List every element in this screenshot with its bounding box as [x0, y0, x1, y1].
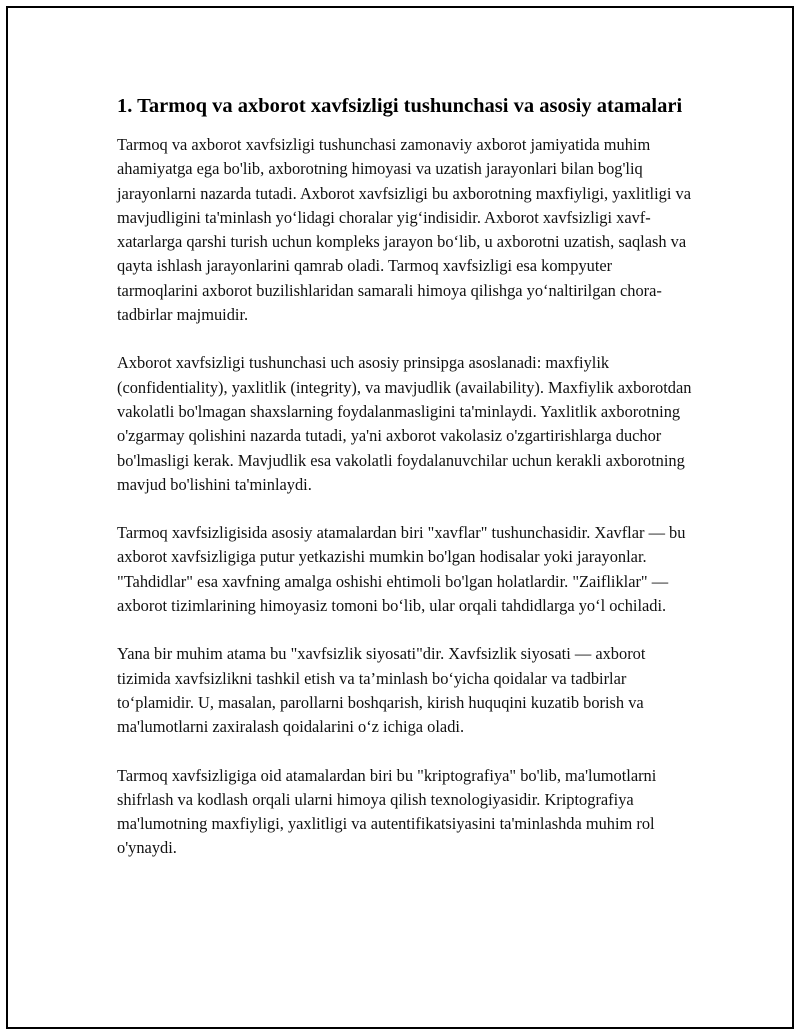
- document-body: [117, 93, 692, 885]
- paragraph-security-policy: Yana bir muhim atama bu "xavfsizlik siyosati"dir. Xavfsizlik siyosati — axborot tizimida xavfsizlikni tashkil etish va ta’minlash bo‘yicha qoidalar va tadbirlar to‘plamidir. U, masalan, parollarni boshqarish, kirish huquqini kuzatib borish va ma'lumotlarni zaxiralash qoidalarini o‘z ichiga oladi.: [117, 644, 646, 737]
- section-heading: 1. Tarmoq va axborot xavfsizligi tushunchasi va asosiy atamalari: [117, 95, 683, 117]
- paragraph-definition: Tarmoq va axborot xavfsizligi tushunchasi zamonaviy axborot jamiyatida muhim ahamiyatga ega bo'lib, axborotning himoyasi va uzatish jarayonlari bilan bog'liq jarayonlarni nazarda tutadi. Axborot xavfsizligi bu axborotning maxfiyligi, yaxlitligi va mavjudligini ta'minlash yo‘lidagi choralar yig‘indisidir. Axborot xavfsizligi xavf-xatarlarga qarshi turish uchun kompleks jarayon bo‘lib, u axborotni uzatish, saqlash va qayta ishlash jarayonlarini qamrab oladi. Tarmoq xavfsizligi esa kompyuter tarmoqlarini axborot buzilishlaridan samarali himoya qilishga yo‘naltirilgan chora-tadbirlar majmuidir.: [117, 135, 691, 325]
- paragraph-cryptography: Tarmoq xavfsizligiga oid atamalardan biri bu "kriptografiya" bo'lib, ma'lumotlarni shifrlash va kodlash orqali ularni himoya qilish texnologiyasidir. Kriptografiya ma'lumotning maxfiyligi, yaxlitligi va autentifikatsiyasini ta'minlashda muhim rol o'ynaydi.: [117, 765, 657, 858]
- paragraph-principles: Axborot xavfsizligi tushunchasi uch asosiy prinsipga asoslanadi: maxfiylik (confidentiality), yaxlitlik (integrity), va mavjudlik (availability). Maxfiylik axborotdan vakolatli bo'lmagan shaxslarning foydalanmasligini ta'minlaydi. Yaxlitlik axborotning o'zgarmay qolishini nazarda tutadi, ya'ni axborot vakolasiz o'zgartirishlarga duchor bo'lmasligi kerak. Mavjudlik esa vakolatli foydalanuvchilar uchun kerakli axborotning mavjud bo'lishini ta'minlaydi.: [117, 353, 692, 494]
- paragraph-threats: Tarmoq xavfsizligisida asosiy atamalardan biri "xavflar" tushunchasidir. Xavflar — bu axborot xavfsizligiga putur yetkazishi mumkin bo'lgan hodisalar yoki jarayonlar. "Tahdidlar" esa xavfning amalga oshishi ehtimoli bo'lgan holatlardir. "Zaifliklar" — axborot tizimlarining himoyasiz tomoni bo‘lib, ular orqali tahdidlarga yo‘l ochiladi.: [117, 523, 686, 616]
